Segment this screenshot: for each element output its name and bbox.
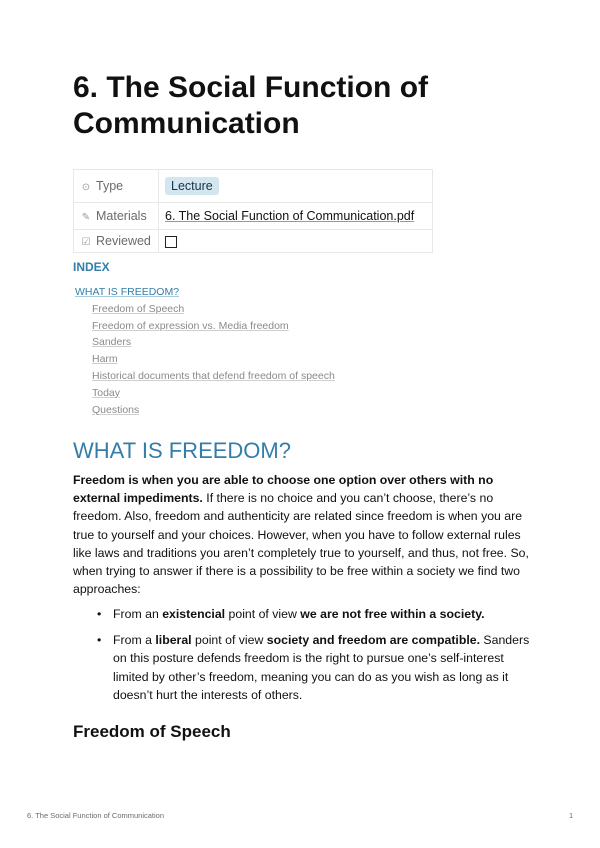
list-item [73, 631, 535, 704]
bullet-text: point of view [191, 633, 267, 648]
property-row-reviewed [74, 230, 433, 253]
property-value[interactable] [159, 170, 433, 203]
toc-link[interactable]: Sanders [92, 336, 132, 349]
list-item [73, 605, 535, 623]
bullet-bold-text: we are not free within a society. [300, 607, 485, 621]
properties-table [73, 169, 433, 253]
bullet-text: point of view [225, 607, 301, 621]
status-icon: ⊙ [81, 182, 91, 193]
type-tag[interactable]: Lecture [165, 177, 219, 195]
reviewed-checkbox[interactable] [165, 236, 177, 248]
toc-link[interactable]: Questions [92, 403, 140, 416]
property-row-materials [74, 203, 433, 230]
footer-title: 6. The Social Function of Communication [27, 811, 165, 820]
bullet-bold-text: society and freedom are compatible. [266, 633, 481, 648]
materials-link[interactable]: 6. The Social Function of Communication.pdf [165, 209, 415, 223]
toc-link[interactable]: Freedom of Speech [92, 302, 185, 315]
property-key [74, 170, 159, 203]
subsection-heading: Freedom of Speech [73, 722, 231, 741]
bullet-text: From a [113, 633, 156, 648]
bullet-bold-text: existencial [162, 607, 226, 621]
property-key [74, 230, 159, 253]
toc-link[interactable]: Today [92, 386, 121, 399]
toc-link[interactable]: Historical documents that defend freedom of speech [92, 369, 335, 382]
table-of-contents [75, 284, 335, 418]
paperclip-icon: ✎ [81, 212, 91, 223]
toc-link[interactable]: WHAT IS FREEDOM? [75, 286, 180, 298]
property-key [74, 203, 159, 230]
toc-link[interactable]: Harm [92, 353, 118, 366]
bullet-text: Sanders on this posture defends freedom is the right to pursue one’s self-interest limited by other’s freedom, meaning you can do as you wish as long as it doesn’t hurt the interests of others. [113, 633, 530, 702]
paragraph-text: If there is no choice and you can’t choose, there’s no freedom. Also, freedom and authenticity are related since freedom is when you are true to yourself and your choices. However, when you have to follow external rules like laws and traditions you aren’t completely true to yourself, and thus, not free. So, when trying to answer if there is a possibility to be free within a society we find two approaches: [73, 491, 529, 597]
property-value[interactable] [159, 230, 433, 253]
section-heading: WHAT IS FREEDOM? [73, 438, 291, 463]
section-paragraph [73, 471, 535, 598]
page-title: 6. The Social Function of Communication [73, 71, 429, 140]
property-row-type [74, 170, 433, 203]
bullet-bold-text: liberal [155, 633, 192, 648]
page-number: 1 [569, 811, 574, 820]
property-value[interactable] [159, 203, 433, 230]
index-heading: INDEX [73, 260, 110, 274]
checkbox-property-icon: ☑ [81, 237, 91, 248]
property-key-label: Reviewed [96, 234, 151, 248]
bullet-list [73, 605, 535, 712]
property-key-label: Materials [96, 209, 147, 223]
property-key-label: Type [96, 179, 124, 193]
bullet-text: From an [113, 607, 163, 621]
toc-link[interactable]: Freedom of expression vs. Media freedom [92, 319, 289, 332]
paragraph-bold-text: Freedom is when you are able to choose one option over others with no external impediments. [73, 473, 494, 506]
